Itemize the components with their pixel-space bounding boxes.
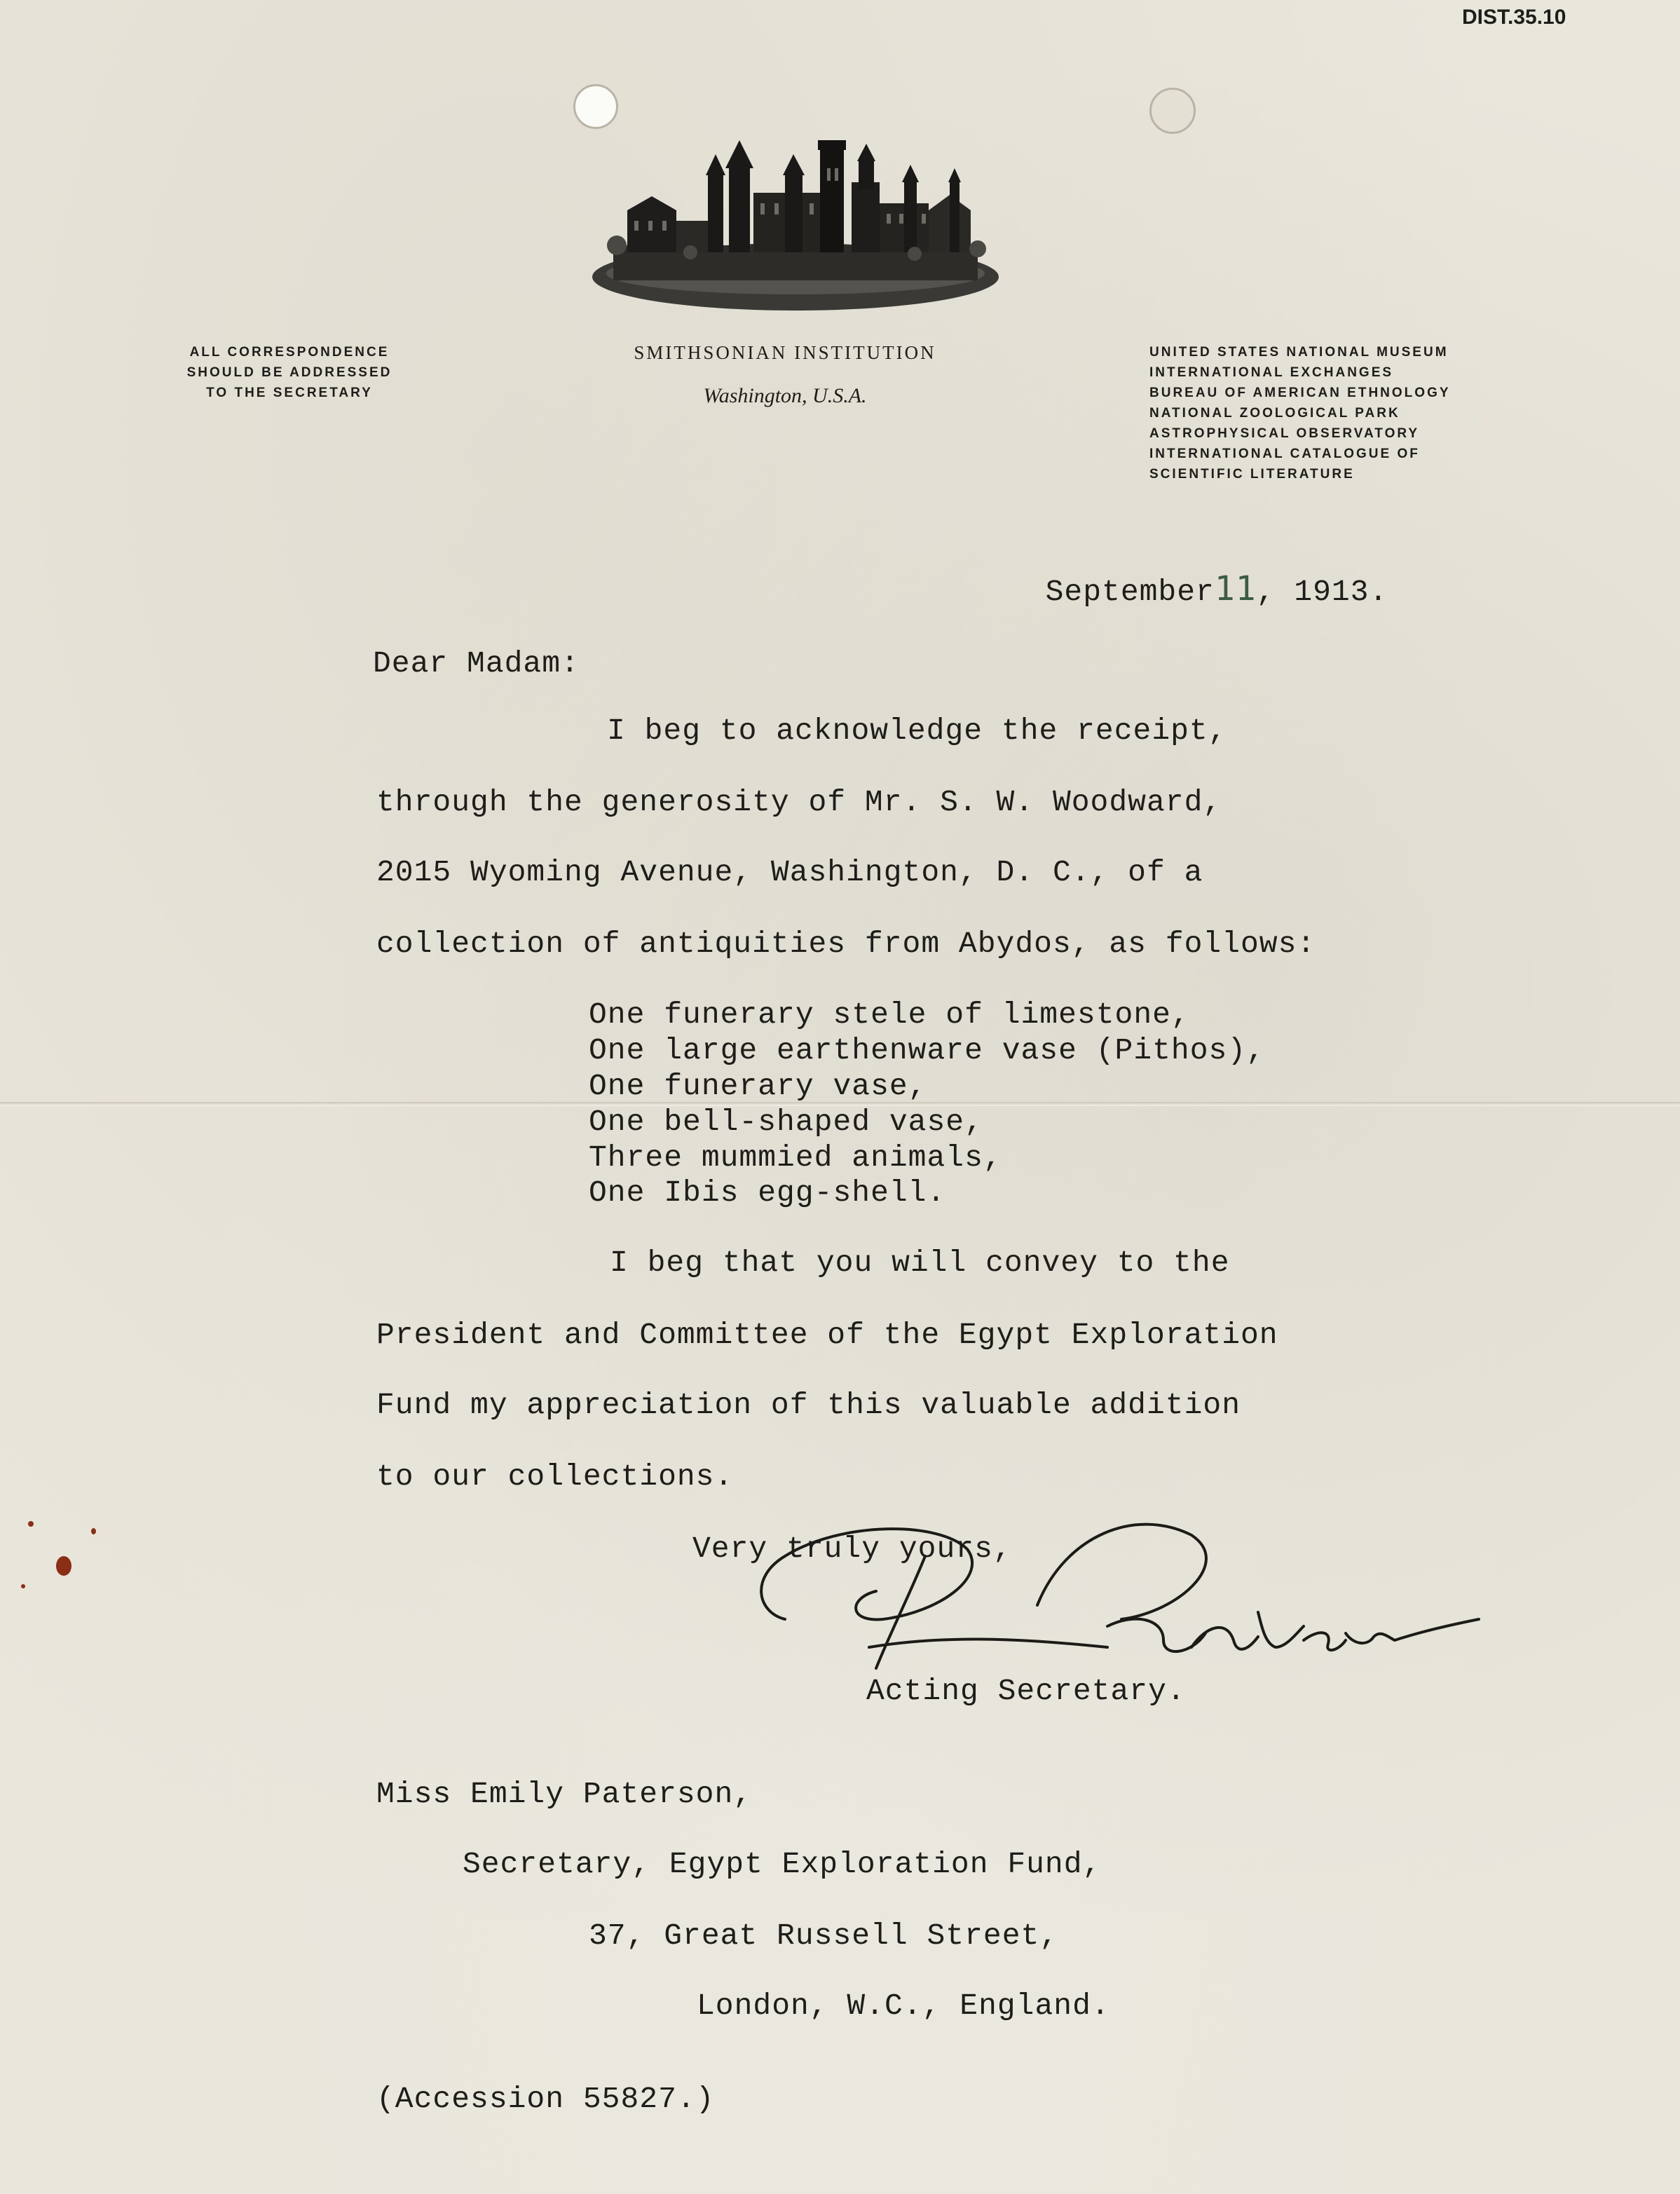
department-item: ASTROPHYSICAL OBSERVATORY xyxy=(1149,426,1420,441)
address-line: London, W.C., England. xyxy=(697,1989,1110,2023)
accession-number: (Accession 55827.) xyxy=(376,2082,715,2116)
note-line: SHOULD BE ADDRESSED xyxy=(186,365,392,380)
rust-stain xyxy=(21,1584,25,1588)
closing: Very truly yours, xyxy=(692,1532,1012,1566)
body-line: to our collections. xyxy=(376,1459,734,1494)
date-day: 11 xyxy=(1214,569,1257,608)
departments-list xyxy=(1149,342,1514,484)
signer-title: Acting Secretary. xyxy=(866,1674,1186,1708)
department-item: UNITED STATES NATIONAL MUSEUM xyxy=(1149,345,1449,360)
list-item: One bell-shaped vase, xyxy=(589,1105,983,1139)
department-item: INTERNATIONAL EXCHANGES xyxy=(1149,365,1394,380)
date-month: September xyxy=(1045,575,1215,609)
body-line: I beg that you will convey to the xyxy=(610,1246,1230,1280)
list-item: One funerary stele of limestone, xyxy=(589,997,1190,1032)
salutation: Dear Madam: xyxy=(373,646,580,681)
smithsonian-castle-engraving xyxy=(585,133,1006,322)
punch-hole-left xyxy=(573,84,618,129)
institution-place: Washington, U.S.A. xyxy=(703,384,867,407)
body-line: Fund my appreciation of this valuable addition xyxy=(376,1388,1241,1422)
list-item: One funerary vase, xyxy=(589,1069,927,1103)
address-line: Miss Emily Paterson, xyxy=(376,1777,753,1811)
address-line: Secretary, Egypt Exploration Fund, xyxy=(463,1847,1102,1881)
department-item: NATIONAL ZOOLOGICAL PARK xyxy=(1149,406,1400,421)
letter-date xyxy=(1008,535,1388,609)
punch-hole-right xyxy=(1149,88,1196,134)
rust-stain xyxy=(56,1556,71,1576)
department-item: BUREAU OF AMERICAN ETHNOLOGY xyxy=(1149,386,1451,400)
body-line: through the generosity of Mr. S. W. Woodward, xyxy=(376,785,1222,819)
address-line: 37, Great Russell Street, xyxy=(589,1919,1059,1953)
list-item: One large earthenware vase (Pithos), xyxy=(589,1033,1265,1068)
rust-stain xyxy=(28,1521,34,1527)
note-line: TO THE SECRETARY xyxy=(206,386,373,400)
list-item: One Ibis egg-shell. xyxy=(589,1176,946,1210)
body-line: collection of antiquities from Abydos, as follows: xyxy=(376,927,1316,961)
correspondence-note xyxy=(160,342,419,403)
list-item: Three mummied animals, xyxy=(589,1140,1002,1175)
department-item: INTERNATIONAL CATALOGUE OF xyxy=(1149,447,1420,461)
body-line: I beg to acknowledge the receipt, xyxy=(607,714,1227,748)
rust-stain xyxy=(91,1528,96,1534)
department-item: SCIENTIFIC LITERATURE xyxy=(1149,467,1355,482)
archive-mark: DIST.35.10 xyxy=(1462,6,1566,29)
body-line: President and Committee of the Egypt Exploration xyxy=(376,1318,1278,1352)
institution-name: SMITHSONIAN INSTITUTION xyxy=(634,342,936,363)
date-year: , 1913. xyxy=(1256,575,1388,609)
body-line: 2015 Wyoming Avenue, Washington, D. C., of a xyxy=(376,855,1203,890)
note-line: ALL CORRESPONDENCE xyxy=(189,345,390,360)
